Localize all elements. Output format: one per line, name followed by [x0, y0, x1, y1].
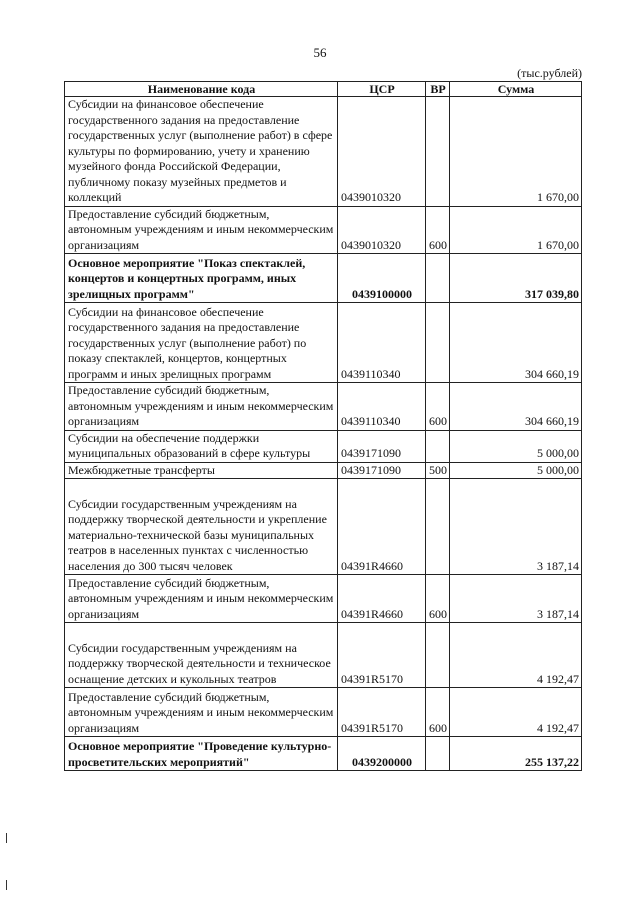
- row-csr: 0439010320: [338, 206, 426, 254]
- row-csr: 04391R5170: [338, 623, 426, 688]
- row-name: Субсидии на финансовое обеспечение государственного задания на предоставление государственных услуг (выполнение работ) в сфере культуры по формированию, учету и хранению музейного фонда Российской Федерации, публичному показу музейных предметов и коллекций: [65, 97, 338, 207]
- row-sum: 4 192,47: [450, 688, 582, 737]
- row-sum: 1 670,00: [450, 97, 582, 207]
- row-csr: 0439171090: [338, 430, 426, 462]
- row-vr: [426, 737, 450, 771]
- row-csr: 0439010320: [338, 97, 426, 207]
- row-vr: [426, 479, 450, 575]
- units-label: (тыс.рублей): [517, 66, 582, 80]
- row-sum: 3 187,14: [450, 479, 582, 575]
- table-row: [65, 575, 582, 623]
- row-name: Основное мероприятие "Показ спектаклей, концертов и концертных программ, иных зрелищных программ": [65, 254, 338, 303]
- table-row-main-activity: [65, 737, 582, 771]
- table-row: [65, 383, 582, 431]
- row-csr: 04391R5170: [338, 688, 426, 737]
- row-name: Предоставление субсидий бюджетным, автономным учреждениям и иным некоммерческим организациям: [65, 206, 338, 254]
- row-vr: [426, 430, 450, 462]
- table-row: [65, 97, 582, 207]
- row-sum: 4 192,47: [450, 623, 582, 688]
- row-vr: 600: [426, 383, 450, 431]
- row-sum: 255 137,22: [450, 737, 582, 771]
- row-csr: 0439100000: [338, 254, 426, 303]
- row-name: Субсидии на финансовое обеспечение государственного задания на предоставление государственных услуг (выполнение работ) по показу спектаклей, концертов, концертных программ и иных зрелищных программ: [65, 303, 338, 383]
- row-sum: 304 660,19: [450, 303, 582, 383]
- row-csr: 0439200000: [338, 737, 426, 771]
- row-name: Субсидии государственным учреждениям на поддержку творческой деятельности и укрепление материально-технической базы муниципальных театров в населенных пунктах с численностью населения до 300 тысяч человек: [65, 479, 338, 575]
- row-csr: 0439110340: [338, 303, 426, 383]
- table-header-row: [65, 82, 582, 97]
- table-row: [65, 303, 582, 383]
- table-row: [65, 430, 582, 462]
- budget-table: [64, 81, 582, 771]
- margin-mark: [6, 833, 7, 843]
- table-row: [65, 688, 582, 737]
- row-sum: 5 000,00: [450, 462, 582, 479]
- row-name: Предоставление субсидий бюджетным, автономным учреждениям и иным некоммерческим организациям: [65, 575, 338, 623]
- row-csr: 0439110340: [338, 383, 426, 431]
- page-number: 56: [313, 45, 327, 60]
- row-name: Предоставление субсидий бюджетным, автономным учреждениям и иным некоммерческим организациям: [65, 383, 338, 431]
- header-csr: ЦСР: [338, 82, 426, 97]
- row-sum: 1 670,00: [450, 206, 582, 254]
- row-vr: [426, 97, 450, 207]
- row-csr: 0439171090: [338, 462, 426, 479]
- header-name: Наименование кода: [65, 82, 338, 97]
- row-sum: 304 660,19: [450, 383, 582, 431]
- row-vr: 500: [426, 462, 450, 479]
- row-csr: 04391R4660: [338, 575, 426, 623]
- row-name: Межбюджетные трансферты: [65, 462, 338, 479]
- header-vr: ВР: [426, 82, 450, 97]
- row-csr: 04391R4660: [338, 479, 426, 575]
- row-name: Субсидии на обеспечение поддержки муниципальных образований в сфере культуры: [65, 430, 338, 462]
- row-vr: [426, 623, 450, 688]
- table-row: [65, 206, 582, 254]
- margin-mark: [6, 880, 7, 890]
- row-vr: 600: [426, 575, 450, 623]
- row-name: Основное мероприятие "Проведение культурно-просветительских мероприятий": [65, 737, 338, 771]
- table-row: [65, 462, 582, 479]
- row-name: Субсидии государственным учреждениям на поддержку творческой деятельности и техническое оснащение детских и кукольных театров: [65, 623, 338, 688]
- row-sum: 3 187,14: [450, 575, 582, 623]
- row-vr: 600: [426, 206, 450, 254]
- table-row-main-activity: [65, 254, 582, 303]
- row-sum: 317 039,80: [450, 254, 582, 303]
- row-vr: [426, 254, 450, 303]
- table-row: [65, 623, 582, 688]
- row-vr: [426, 303, 450, 383]
- table-row: [65, 479, 582, 575]
- row-sum: 5 000,00: [450, 430, 582, 462]
- header-sum: Сумма: [450, 82, 582, 97]
- row-name: Предоставление субсидий бюджетным, автономным учреждениям и иным некоммерческим организациям: [65, 688, 338, 737]
- row-vr: 600: [426, 688, 450, 737]
